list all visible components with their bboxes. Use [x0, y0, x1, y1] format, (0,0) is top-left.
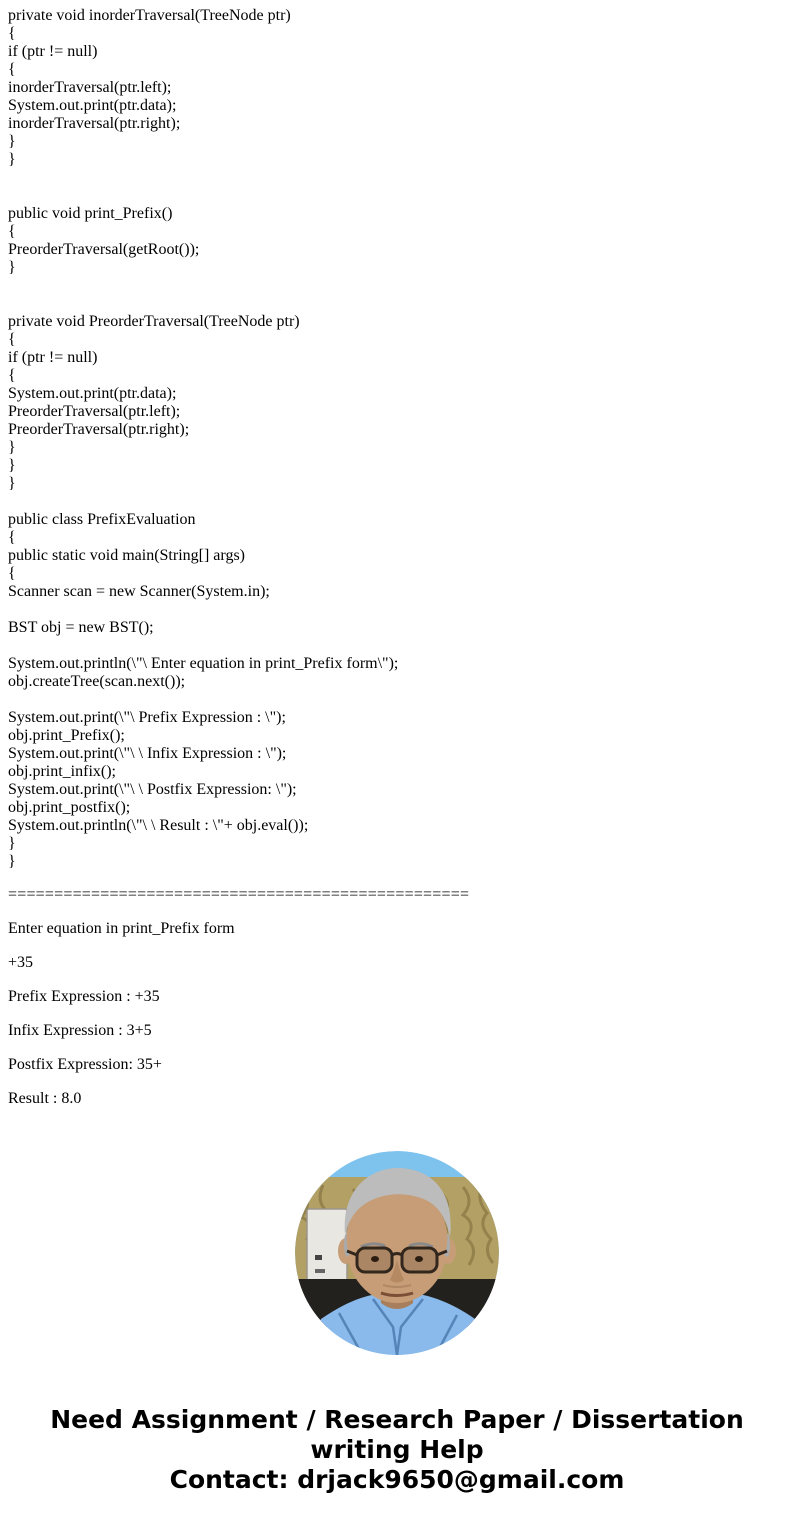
- code-line: private void inorderTraversal(TreeNode ptr): [8, 7, 291, 24]
- code-line: {: [8, 61, 16, 78]
- code-line: System.out.print(\"\ \ Postfix Expression: \");: [8, 781, 297, 798]
- output-line: Enter equation in print_Prefix form: [8, 920, 235, 937]
- code-line: Scanner scan = new Scanner(System.in);: [8, 583, 270, 600]
- output-line: +35: [8, 954, 34, 971]
- output-line: Postfix Expression: 35+: [8, 1056, 162, 1073]
- code-line: System.out.print(\"\ Prefix Expression : \");: [8, 709, 286, 726]
- frame-detail: [315, 1255, 322, 1260]
- code-line: public class PrefixEvaluation: [8, 511, 196, 528]
- code-line: System.out.print(\"\ \ Infix Expression : \");: [8, 745, 287, 762]
- code-line: }: [8, 151, 16, 168]
- code-line: PreorderTraversal(ptr.right);: [8, 421, 190, 438]
- output-line: Result : 8.0: [8, 1090, 82, 1107]
- output-line: Prefix Expression : +35: [8, 988, 160, 1005]
- footer-banner: [22, 1405, 772, 1495]
- footer-contact-email: Contact: drjack9650@gmail.com: [169, 1465, 625, 1494]
- eye: [371, 1256, 379, 1262]
- code-line: System.out.println(\"\ \ Result : \"+ obj.eval());: [8, 817, 309, 834]
- output-line: Infix Expression : 3+5: [8, 1022, 152, 1039]
- code-line: if (ptr != null): [8, 349, 98, 366]
- code-block-print-expressions: [8, 709, 786, 871]
- code-block-class-main: [8, 511, 786, 601]
- footer-headline: Need Assignment / Research Paper / Dissertation writing Help: [50, 1405, 744, 1464]
- code-line: }: [8, 835, 16, 852]
- code-line: {: [8, 223, 16, 240]
- code-line: System.out.println(\"\ Enter equation in print_Prefix form\");: [8, 655, 399, 672]
- code-line: {: [8, 565, 16, 582]
- person-avatar: [295, 1151, 499, 1355]
- code-line: {: [8, 331, 16, 348]
- code-line: {: [8, 367, 16, 384]
- code-line: private void PreorderTraversal(TreeNode ptr): [8, 313, 300, 330]
- code-block-print-prefix: [8, 205, 786, 277]
- code-line: System.out.print(ptr.data);: [8, 97, 177, 114]
- code-line: inorderTraversal(ptr.left);: [8, 79, 172, 96]
- code-line: }: [8, 457, 16, 474]
- code-line: obj.createTree(scan.next());: [8, 673, 186, 690]
- code-line: }: [8, 259, 16, 276]
- code-line: BST obj = new BST();: [8, 619, 154, 636]
- code-line: public static void main(String[] args): [8, 547, 245, 564]
- eye: [415, 1256, 423, 1262]
- avatar-container: [8, 1151, 786, 1355]
- code-block-inorder-traversal: [8, 7, 786, 169]
- code-line: PreorderTraversal(ptr.left);: [8, 403, 181, 420]
- code-line: PreorderTraversal(getRoot());: [8, 241, 200, 258]
- code-line: inorderTraversal(ptr.right);: [8, 115, 181, 132]
- person-photo-illustration: [295, 1151, 499, 1355]
- code-line: if (ptr != null): [8, 43, 98, 60]
- code-line: {: [8, 529, 16, 546]
- code-line: {: [8, 25, 16, 42]
- frame-detail: [315, 1269, 325, 1273]
- code-block-preorder-traversal: [8, 313, 786, 493]
- code-line: }: [8, 133, 16, 150]
- code-line: }: [8, 475, 16, 492]
- code-line: obj.print_postfix();: [8, 799, 131, 816]
- code-block-enter-equation: [8, 655, 786, 691]
- code-line: System.out.print(ptr.data);: [8, 385, 177, 402]
- code-line: }: [8, 853, 16, 870]
- code-line: obj.print_Prefix();: [8, 727, 125, 744]
- separator-line: ==================================================: [8, 886, 470, 903]
- code-line: public void print_Prefix(): [8, 205, 173, 222]
- code-line: }: [8, 439, 16, 456]
- code-line: obj.print_infix();: [8, 763, 116, 780]
- program-output: [8, 920, 786, 1108]
- code-block-bst-new: [8, 619, 786, 637]
